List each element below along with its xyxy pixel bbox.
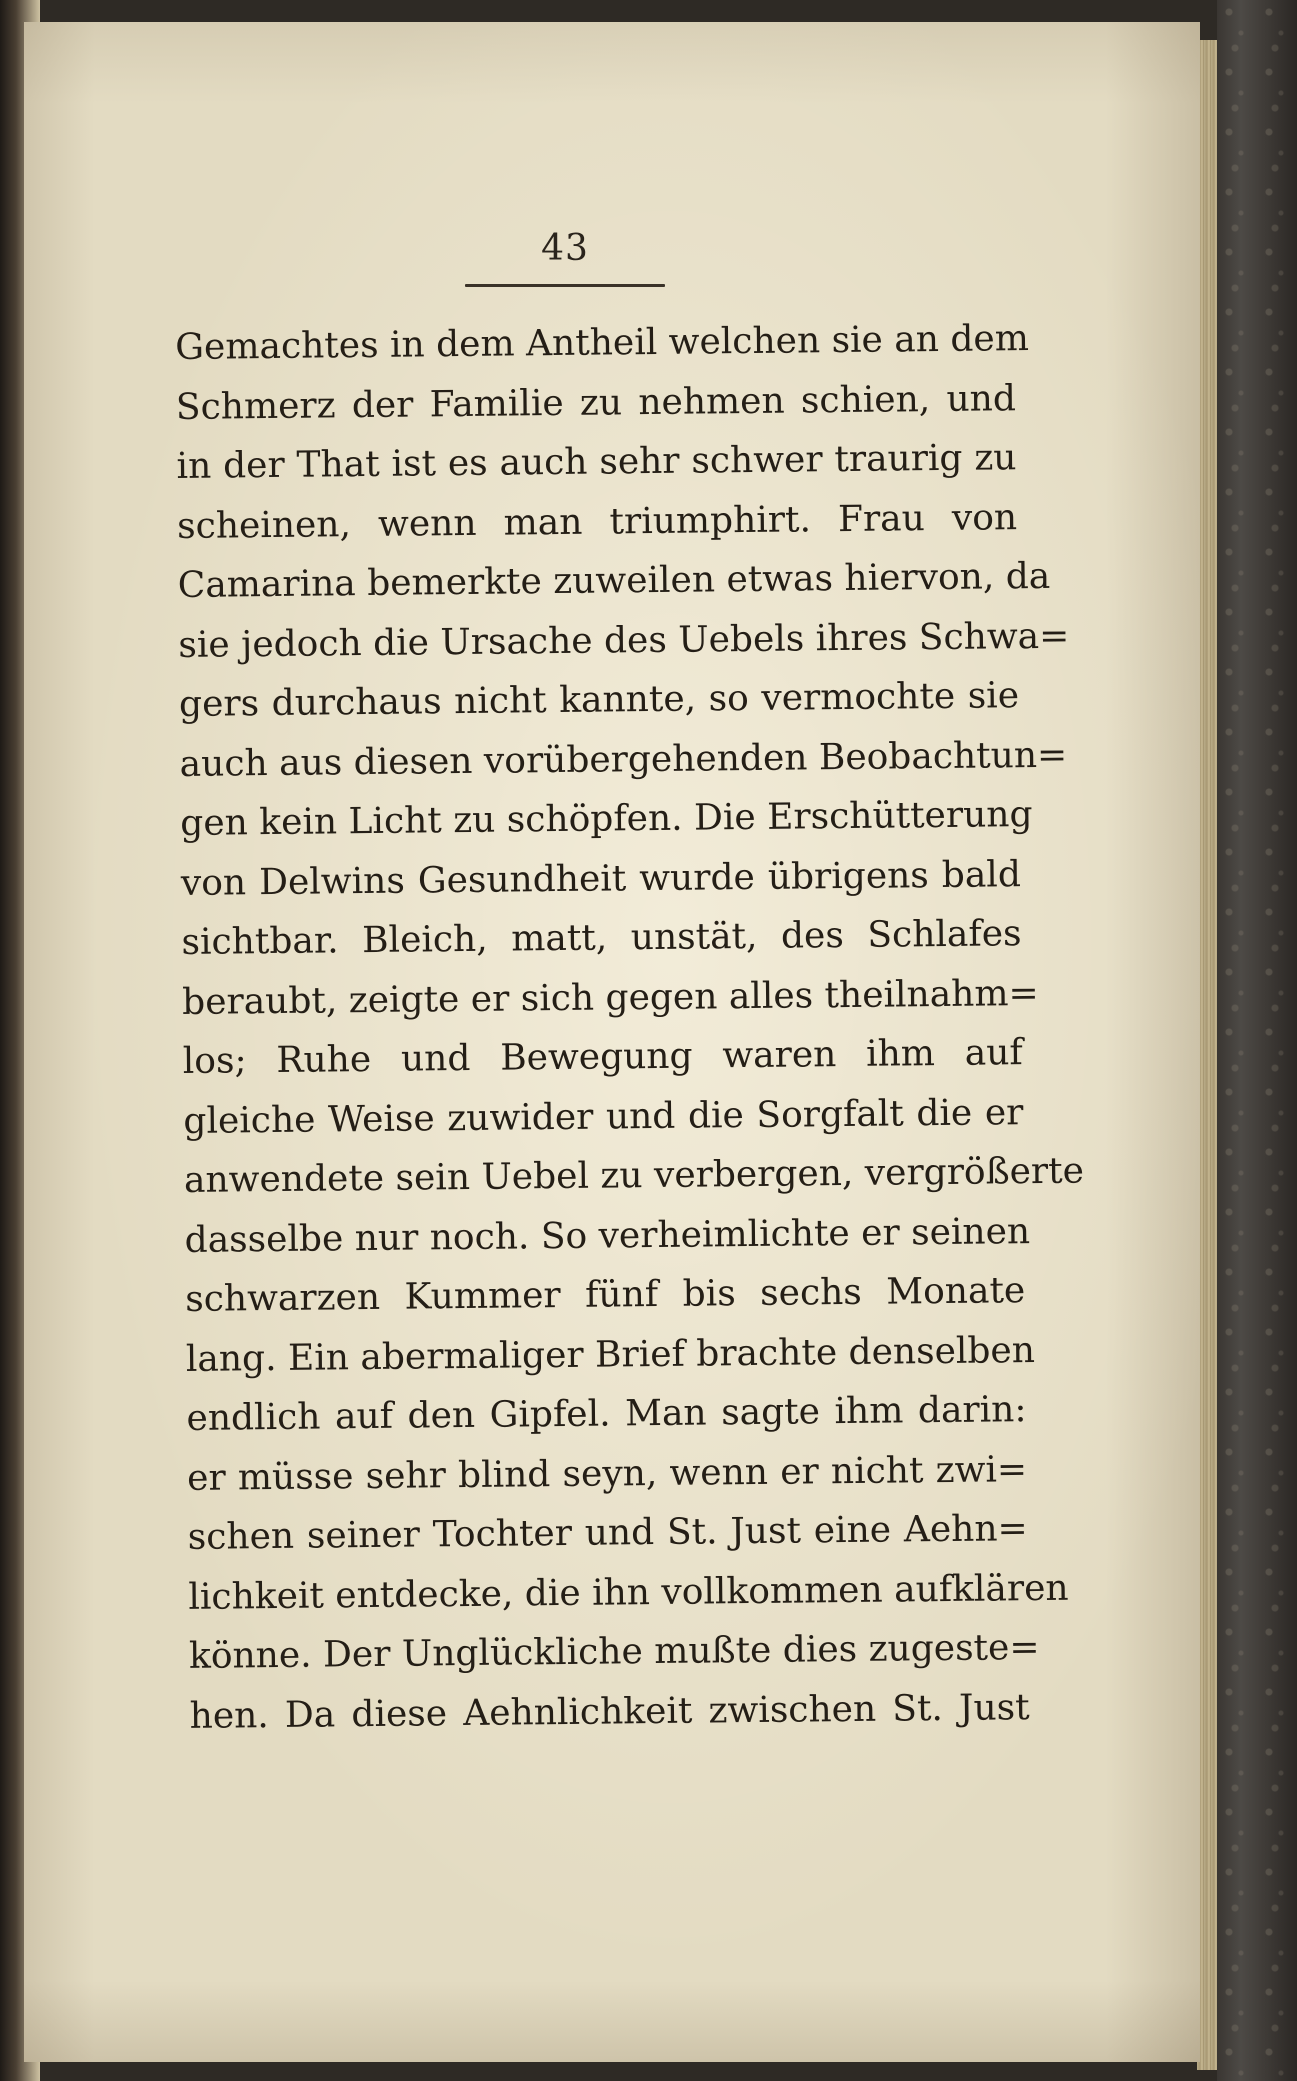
page-number: 43 bbox=[541, 228, 589, 269]
text-line: gleiche Weise zuwider und die Sorgfalt die er bbox=[183, 1091, 1024, 1142]
text-line: hen. Da diese Aehnlichkeit zwischen St. Just bbox=[189, 1686, 1030, 1737]
text-line: Gemachtes in dem Antheil welchen sie an dem bbox=[175, 318, 1030, 368]
text-line: schen seiner Tochter und St. Just eine Aehn= bbox=[187, 1508, 1028, 1558]
text-line: sie jedoch die Ursache des Uebels ihres Schwa= bbox=[178, 615, 1070, 666]
text-line: Schmerz der Familie zu nehmen schien, und bbox=[175, 377, 1017, 428]
text-line: von Delwins Gesundheit wurde übrigens bald bbox=[180, 853, 1022, 904]
text-line: endlich auf den Gipfel. Man sagte ihm darin: bbox=[186, 1389, 1027, 1439]
text-line: dasselbe nur noch. So verheimlichte er seinen bbox=[184, 1210, 1031, 1261]
text-line: auch aus diesen vorübergehenden Beobachtun= bbox=[179, 734, 1068, 785]
text-line: gen kein Licht zu schöpfen. Die Erschütterung bbox=[180, 794, 1033, 844]
header-rule bbox=[465, 284, 665, 287]
text-line: anwendete sein Uebel zu verbergen, vergrößerte bbox=[183, 1150, 1085, 1201]
body-text bbox=[175, 309, 1085, 1746]
text-line: gers durchaus nicht kannte, so vermochte sie bbox=[178, 675, 1020, 725]
text-line: er müsse sehr blind seyn, wenn er nicht zwi= bbox=[186, 1448, 1028, 1499]
cover-texture bbox=[1217, 0, 1297, 2081]
text-line: sichtbar. Bleich, matt, unstät, des Schlafes bbox=[181, 913, 1022, 963]
text-line: lang. Ein abermaliger Brief brachte denselben bbox=[185, 1329, 1036, 1380]
text-line: beraubt, zeigte er sich gegen alles theilnahm= bbox=[181, 972, 1039, 1023]
text-line: lichkeit entdecke, die ihn vollkommen aufklären bbox=[188, 1567, 1069, 1618]
text-line: in der That ist es auch sehr schwer traurig zu bbox=[176, 437, 1017, 487]
text-line: Camarina bemerkte zuweilen etwas hiervon, da bbox=[177, 555, 1051, 606]
text-line: los; Ruhe und Bewegung waren ihm auf bbox=[182, 1032, 1023, 1082]
text-line: scheinen, wenn man triumphirt. Frau von bbox=[176, 496, 1018, 547]
text-line: schwarzen Kummer fünf bis sechs Monate bbox=[185, 1270, 1026, 1320]
text-line: könne. Der Unglückliche mußte dies zugeste= bbox=[188, 1627, 1040, 1677]
